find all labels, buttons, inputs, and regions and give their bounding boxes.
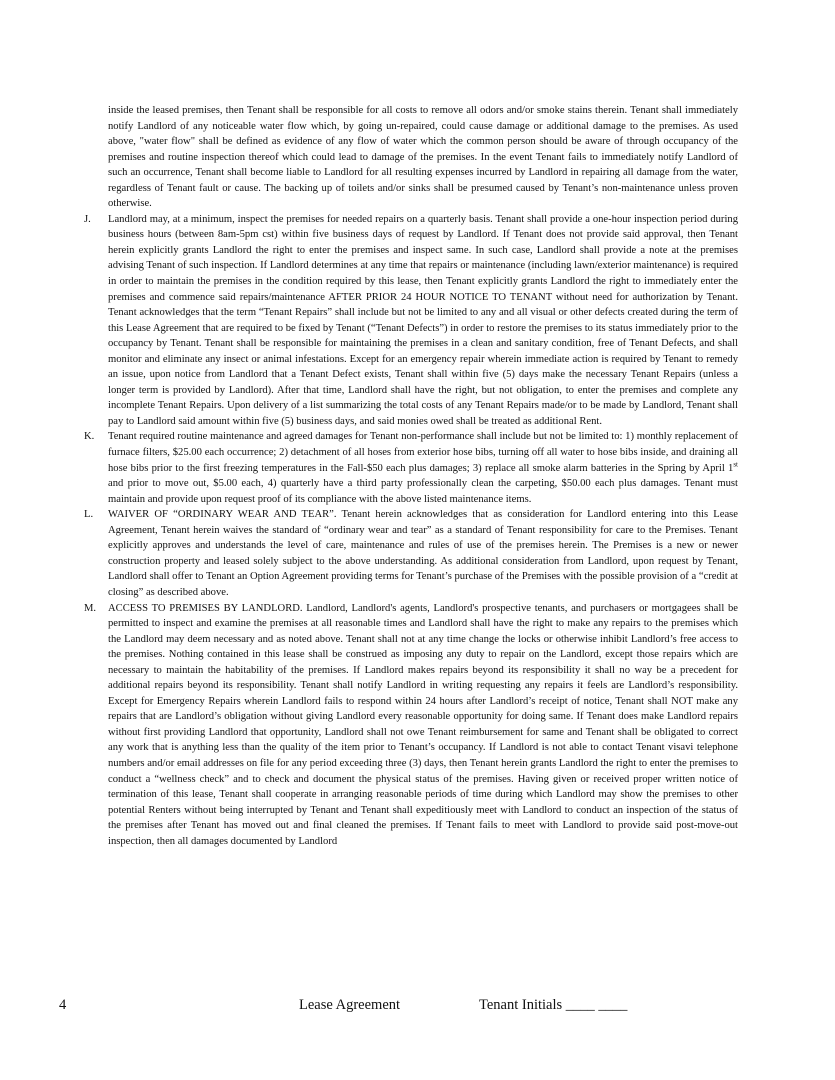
clause-text-part: Tenant required routine maintenance and agreed damages for Tenant non-performance shall include but not be limited to: 1) monthly replacement of furnace filters, $25.00 each occurrence; 2) detachment of all hoses from exterior hose bibs, turning off all water to hose bibs inside, and draining all hose bibs prior to the first freezing temperatures in the Fall-$50 each plus damages; 3) replace all smoke alarm batteries in the Spring by April 1 xyxy=(108,431,738,474)
clause-k xyxy=(84,429,738,507)
intro-continuation-paragraph: inside the leased premises, then Tenant shall be responsible for all costs to remove all odors and/or smoke stains therein. Tenant shall immediately notify Landlord of any noticeable water flow which, by going un-repaired, could cause damage or additional damage to the premises. As used above, "water flow" shall be defined as evidence of any flow of water which the common person should be aware of through occupancy of the premises and routine inspection thereof which could lead to damage of the premises. In the event Tenant fails to immediately notify Landlord of such an occurrence, Tenant shall become liable to Landlord for all resulting expenses incurred by Landlord in repairing all damage from the water, regardless of Tenant fault or cause. The backing up of toilets and/or sinks shall be presumed caused by Tenant’s non-maintenance unless proven otherwise. xyxy=(108,105,738,210)
page-number: 4 xyxy=(59,997,67,1013)
clause-letter: M. xyxy=(84,602,97,614)
clause-text: WAIVER OF “ORDINARY WEAR AND TEAR”. Tenant herein acknowledges that as consideration for Landlord entering into this Lease Agreement, Tenant herein waives the standard of “ordinary wear and tear” as a standard of Tenant responsibility for care to the Premises. Tenant explicitly approves and understands the level of care, maintenance and rules of use of the premises herein. The Premises is a new or newer construction property and leased solely subject to the above understanding. As additional consideration from Landlord, upon request by Tenant, Landlord shall offer to Tenant an Option Agreement providing terms for Tenant’s purchase of the Premises with the possible provision of a “credit at closing” as described above. xyxy=(108,509,738,598)
clause-letter: K. xyxy=(84,431,95,443)
clause-text xyxy=(108,429,738,507)
footer-title: Lease Agreement xyxy=(299,997,401,1013)
clause-text: Landlord may, at a minimum, inspect the premises for needed repairs on a quarterly basis. Tenant shall provide a one-hour inspection period during business hours (between 8am-5pm cst) within five business days of request by Landlord. If Tenant does not provide said approval, then Tenant herein explicitly grants Landlord the right to enter the premises and inspect same. In such case, Landlord shall provide a note at the premises advising Tenant of such inspection. If Landlord determines at any time that repairs or maintenance (including lawn/exterior maintenance) is required in order to maintain the premises in the condition required by this lease, then Tenant explicitly grants Landlord the right to immediately enter the premises and commence said repairs/maintenance AFTER PRIOR 24 HOUR NOTICE TO TENANT without need for authorization by Tenant. Tenant acknowledges that the term “Tenant Repairs” shall include but not be limited to any and all visual or other defects created during the term of this Lease Agreement that are required to be fixed by Tenant (“Tenant Defects”) in order to restore the premises to its status immediately prior to the occupancy by Tenant. Tenant shall be responsible for maintaining the premises in a clean and sanitary condition, free of Tenant Defects, and shall monitor and eliminate any insect or animal infestations. Except for an emergency repair wherein immediate action is required by Tenant to remedy an issue, upon notice from Landlord that a Tenant Defect exists, Tenant shall within five (5) days make the necessary Tenant Repairs (unless a longer term is provided by Landlord). After that time, Landlord shall have the right, but not obligation, to enter the premises and complete any incomplete Tenant Repairs. Upon delivery of a list summarizing the total costs of any Tenant Repairs made/or to be made by Landlord, Tenant shall pay to Landlord said amount within five (5) business days, and said monies owed shall be treated as additional Rent. xyxy=(108,213,738,427)
ordinal-superscript: st xyxy=(733,460,738,469)
lease-body xyxy=(84,103,738,849)
clause-j xyxy=(84,212,738,430)
clause-text: ACCESS TO PREMISES BY LANDLORD. Landlord, Landlord's agents, Landlord's prospective tenants, and purchasers or mortgagees shall be permitted to inspect and examine the premises at all reasonable times and Landlord shall have the right to make any repairs to the premises which the Landlord may deem necessary and as noted above. Tenant shall not at any time change the locks or otherwise inhibit Landlord’s free access to the premises. Nothing contained in this lease shall be construed as imposing any duty to repair on the Landlord, except those repairs which are necessary to maintain the habitability of the premises. If Landlord makes repairs beyond its responsibility it shall no way be a precedent for additional repairs beyond its responsibility. Tenant shall notify Landlord in writing requesting any repairs it feels are Landlord’s responsibility. Except for Emergency Repairs wherein Landlord fails to respond within 24 hours after Landlord’s receipt of notice, Tenant shall NOT make any repairs that are Landlord’s obligation without giving Landlord every reasonable opportunity for doing same. If Tenant does make Landlord repairs without first providing Landlord that opportunity, Landlord shall not owe Tenant reimbursement for same and Tenant shall be obligated to correct any work that is anything less than the quality of the item prior to Tenant’s occupancy. If Landlord is not able to contact Tenant visavi telephone numbers and/or email addresses on file for any period exceeding three (3) days, then Tenant herein grants Landlord the right to enter the premises to conduct a “wellness check” and to check and document the physical status of the premises. Having given or received proper written notice of termination of this lease, Tenant shall cooperate in arranging reasonable periods of time during which Landlord may show the premises to other potential Renters without being interrupted by Tenant and Tenant shall expeditiously meet with Landlord to conduct an inspection of the status of the premises after Tenant has moved out and final cleaned the premises. If Tenant fails to meet with Landlord to provide said post-move-out inspection, then all damages documented by Landlord xyxy=(108,602,738,847)
tenant-initials-field: Tenant Initials ____ ____ xyxy=(479,997,628,1013)
page-footer xyxy=(0,997,835,1017)
clause-text-part: and prior to move out, $5.00 each, 4) quarterly have a third party professionally clean the carpeting, $50.00 each plus damages. Tenant must maintain and provide upon request proof of its compliance with the above listed maintenance items. xyxy=(108,478,738,505)
clause-l xyxy=(84,507,738,600)
clause-letter: J. xyxy=(84,213,91,225)
clause-letter: L. xyxy=(84,509,94,521)
clause-m xyxy=(84,601,738,850)
